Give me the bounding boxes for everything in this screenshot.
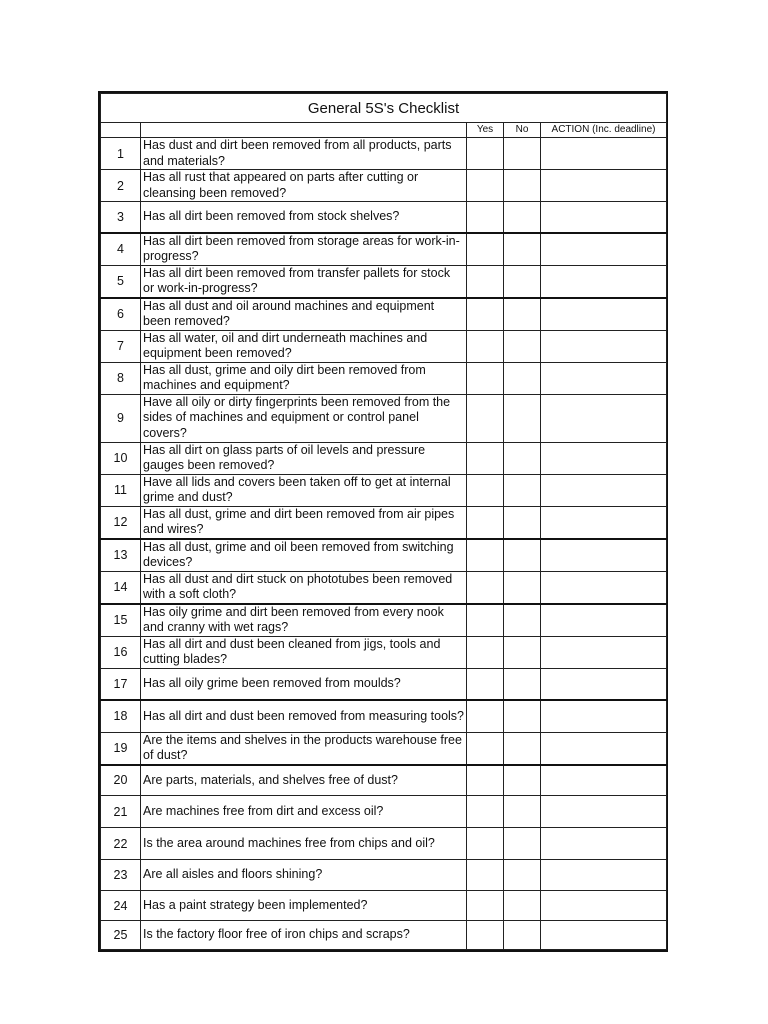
table-row	[101, 732, 667, 765]
yes-cell[interactable]	[467, 604, 504, 637]
table-row	[101, 233, 667, 266]
action-cell[interactable]	[541, 700, 667, 732]
no-cell[interactable]	[504, 265, 541, 298]
table-row	[101, 636, 667, 668]
no-cell[interactable]	[504, 539, 541, 572]
row-question: Has all dust, grime and oil been removed from switching devices?	[141, 539, 467, 572]
action-cell[interactable]	[541, 828, 667, 860]
row-number: 17	[101, 668, 141, 700]
action-cell[interactable]	[541, 265, 667, 298]
no-cell[interactable]	[504, 474, 541, 506]
header-row	[101, 123, 667, 138]
row-question: Has all dirt been removed from transfer pallets for stock or work-in-progress?	[141, 265, 467, 298]
table-row	[101, 539, 667, 572]
yes-cell[interactable]	[467, 202, 504, 233]
no-cell[interactable]	[504, 362, 541, 394]
row-number: 24	[101, 891, 141, 921]
no-cell[interactable]	[504, 298, 541, 331]
row-number: 8	[101, 362, 141, 394]
table-row	[101, 265, 667, 298]
action-cell[interactable]	[541, 202, 667, 233]
yes-cell[interactable]	[467, 539, 504, 572]
row-question: Are parts, materials, and shelves free of dust?	[141, 765, 467, 796]
row-number: 4	[101, 233, 141, 266]
row-question: Are all aisles and floors shining?	[141, 860, 467, 891]
no-cell[interactable]	[504, 828, 541, 860]
yes-cell[interactable]	[467, 394, 504, 442]
table-row	[101, 474, 667, 506]
yes-cell[interactable]	[467, 891, 504, 921]
no-cell[interactable]	[504, 138, 541, 170]
title-row	[101, 94, 667, 123]
action-cell[interactable]	[541, 765, 667, 796]
action-cell[interactable]	[541, 860, 667, 891]
row-number: 21	[101, 796, 141, 828]
no-cell[interactable]	[504, 604, 541, 637]
row-question: Has all dust and oil around machines and equipment been removed?	[141, 298, 467, 331]
yes-cell[interactable]	[467, 828, 504, 860]
no-cell[interactable]	[504, 860, 541, 891]
yes-cell[interactable]	[467, 170, 504, 202]
row-question: Are the items and shelves in the products warehouse free of dust?	[141, 732, 467, 765]
action-cell[interactable]	[541, 474, 667, 506]
yes-cell[interactable]	[467, 860, 504, 891]
table-row	[101, 298, 667, 331]
action-cell[interactable]	[541, 571, 667, 604]
yes-cell[interactable]	[467, 442, 504, 474]
action-cell[interactable]	[541, 668, 667, 700]
table-row	[101, 362, 667, 394]
row-number: 5	[101, 265, 141, 298]
table-row	[101, 860, 667, 891]
row-number: 9	[101, 394, 141, 442]
action-cell[interactable]	[541, 539, 667, 572]
yes-cell[interactable]	[467, 265, 504, 298]
row-number: 6	[101, 298, 141, 331]
row-question: Has all dust and dirt stuck on phototubes been removed with a soft cloth?	[141, 571, 467, 604]
yes-cell[interactable]	[467, 796, 504, 828]
row-question: Has all water, oil and dirt underneath machines and equipment been removed?	[141, 330, 467, 362]
row-number: 3	[101, 202, 141, 233]
row-number: 12	[101, 506, 141, 539]
table-row	[101, 668, 667, 700]
yes-cell[interactable]	[467, 138, 504, 170]
row-number: 20	[101, 765, 141, 796]
no-cell[interactable]	[504, 394, 541, 442]
checklist-table	[100, 93, 667, 950]
no-cell[interactable]	[504, 330, 541, 362]
row-question: Has all rust that appeared on parts after cutting or cleansing been removed?	[141, 170, 467, 202]
no-cell[interactable]	[504, 921, 541, 950]
row-question: Has all oily grime been removed from moulds?	[141, 668, 467, 700]
header-question	[141, 123, 467, 138]
row-question: Has all dirt been removed from stock shelves?	[141, 202, 467, 233]
table-row	[101, 138, 667, 170]
no-cell[interactable]	[504, 891, 541, 921]
yes-cell[interactable]	[467, 636, 504, 668]
row-question: Has a paint strategy been implemented?	[141, 891, 467, 921]
row-number: 10	[101, 442, 141, 474]
yes-cell[interactable]	[467, 765, 504, 796]
row-question: Has dust and dirt been removed from all products, parts and materials?	[141, 138, 467, 170]
no-cell[interactable]	[504, 668, 541, 700]
no-cell[interactable]	[504, 732, 541, 765]
table-row	[101, 394, 667, 442]
row-number: 23	[101, 860, 141, 891]
row-number: 14	[101, 571, 141, 604]
action-cell[interactable]	[541, 921, 667, 950]
no-cell[interactable]	[504, 170, 541, 202]
row-number: 19	[101, 732, 141, 765]
row-question: Are machines free from dirt and excess oil?	[141, 796, 467, 828]
action-cell[interactable]	[541, 138, 667, 170]
action-cell[interactable]	[541, 732, 667, 765]
no-cell[interactable]	[504, 233, 541, 266]
table-row	[101, 921, 667, 950]
row-number: 11	[101, 474, 141, 506]
yes-cell[interactable]	[467, 362, 504, 394]
row-question: Have all lids and covers been taken off to get at internal grime and dust?	[141, 474, 467, 506]
yes-cell[interactable]	[467, 700, 504, 732]
row-number: 16	[101, 636, 141, 668]
row-number: 2	[101, 170, 141, 202]
action-cell[interactable]	[541, 394, 667, 442]
no-cell[interactable]	[504, 506, 541, 539]
table-row	[101, 700, 667, 732]
no-cell[interactable]	[504, 796, 541, 828]
yes-cell[interactable]	[467, 921, 504, 950]
action-cell[interactable]	[541, 442, 667, 474]
no-cell[interactable]	[504, 202, 541, 233]
row-number: 15	[101, 604, 141, 637]
row-question: Is the factory floor free of iron chips and scraps?	[141, 921, 467, 950]
row-number: 25	[101, 921, 141, 950]
table-row	[101, 330, 667, 362]
row-question: Has all dirt on glass parts of oil levels and pressure gauges been removed?	[141, 442, 467, 474]
yes-cell[interactable]	[467, 330, 504, 362]
table-row	[101, 571, 667, 604]
page-title: General 5S's Checklist	[101, 94, 667, 123]
action-cell[interactable]	[541, 330, 667, 362]
table-row	[101, 442, 667, 474]
row-number: 22	[101, 828, 141, 860]
yes-cell[interactable]	[467, 668, 504, 700]
action-cell[interactable]	[541, 506, 667, 539]
no-cell[interactable]	[504, 442, 541, 474]
yes-cell[interactable]	[467, 506, 504, 539]
checklist-sheet	[98, 91, 668, 952]
action-cell[interactable]	[541, 604, 667, 637]
no-cell[interactable]	[504, 765, 541, 796]
row-question: Has all dirt and dust been cleaned from jigs, tools and cutting blades?	[141, 636, 467, 668]
row-number: 18	[101, 700, 141, 732]
row-number: 1	[101, 138, 141, 170]
row-question: Has all dirt been removed from storage areas for work-in-progress?	[141, 233, 467, 266]
table-row	[101, 604, 667, 637]
no-cell[interactable]	[504, 700, 541, 732]
action-cell[interactable]	[541, 796, 667, 828]
table-row	[101, 796, 667, 828]
action-cell[interactable]	[541, 298, 667, 331]
table-row	[101, 765, 667, 796]
yes-cell[interactable]	[467, 298, 504, 331]
table-row	[101, 202, 667, 233]
header-action: ACTION (Inc. deadline)	[541, 123, 667, 138]
row-question: Has oily grime and dirt been removed from every nook and cranny with wet rags?	[141, 604, 467, 637]
row-question: Has all dust, grime and oily dirt been removed from machines and equipment?	[141, 362, 467, 394]
yes-cell[interactable]	[467, 732, 504, 765]
table-row	[101, 891, 667, 921]
no-cell[interactable]	[504, 571, 541, 604]
yes-cell[interactable]	[467, 571, 504, 604]
row-question: Is the area around machines free from chips and oil?	[141, 828, 467, 860]
row-number: 7	[101, 330, 141, 362]
header-no: No	[504, 123, 541, 138]
action-cell[interactable]	[541, 636, 667, 668]
row-question: Has all dirt and dust been removed from measuring tools?	[141, 700, 467, 732]
action-cell[interactable]	[541, 891, 667, 921]
row-question: Have all oily or dirty fingerprints been removed from the sides of machines and equipment or control panel covers?	[141, 394, 467, 442]
action-cell[interactable]	[541, 362, 667, 394]
row-number: 13	[101, 539, 141, 572]
table-row	[101, 828, 667, 860]
table-row	[101, 506, 667, 539]
table-row	[101, 170, 667, 202]
yes-cell[interactable]	[467, 233, 504, 266]
action-cell[interactable]	[541, 233, 667, 266]
header-num	[101, 123, 141, 138]
yes-cell[interactable]	[467, 474, 504, 506]
action-cell[interactable]	[541, 170, 667, 202]
row-question: Has all dust, grime and dirt been removed from air pipes and wires?	[141, 506, 467, 539]
no-cell[interactable]	[504, 636, 541, 668]
header-yes: Yes	[467, 123, 504, 138]
